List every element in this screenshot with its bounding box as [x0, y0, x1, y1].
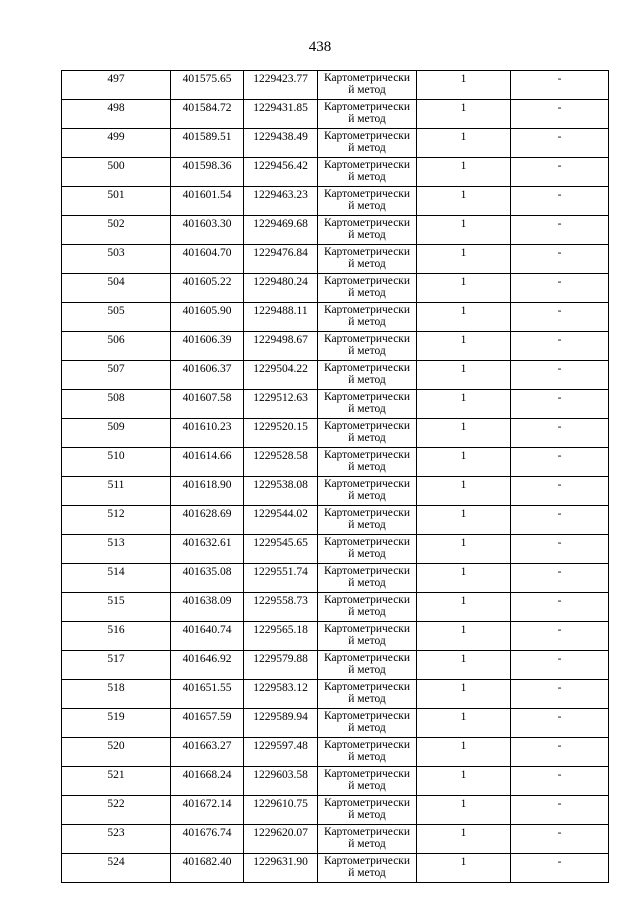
- method-text-line-2: й метод: [348, 867, 386, 879]
- method-text-line-1: Картометрически: [323, 333, 411, 345]
- accuracy-cell: 1: [417, 506, 511, 535]
- method-text-line-2: й метод: [348, 519, 386, 531]
- description-cell: -: [511, 419, 609, 448]
- x-coordinate-cell: 401676.74: [171, 825, 244, 854]
- y-coordinate-cell: 1229545.65: [244, 535, 318, 564]
- table-row: [62, 506, 609, 535]
- accuracy-cell: 1: [417, 100, 511, 129]
- method-cell: [318, 245, 417, 274]
- table-row: [62, 216, 609, 245]
- table-row: [62, 593, 609, 622]
- accuracy-cell: 1: [417, 535, 511, 564]
- accuracy-cell: 1: [417, 767, 511, 796]
- x-coordinate-cell: 401632.61: [171, 535, 244, 564]
- method-text-line-1: Картометрически: [323, 391, 411, 403]
- table-row: [62, 245, 609, 274]
- method-text-line-1: Картометрически: [323, 159, 411, 171]
- method-cell: [318, 680, 417, 709]
- method-text-line-1: Картометрически: [323, 565, 411, 577]
- x-coordinate-cell: 401575.65: [171, 71, 244, 100]
- coordinates-table-body: [62, 71, 609, 883]
- method-text-line-2: й метод: [348, 229, 386, 241]
- point-number-cell: 522: [62, 796, 171, 825]
- accuracy-cell: 1: [417, 593, 511, 622]
- table-row: [62, 796, 609, 825]
- description-cell: -: [511, 158, 609, 187]
- x-coordinate-cell: 401606.39: [171, 332, 244, 361]
- y-coordinate-cell: 1229589.94: [244, 709, 318, 738]
- method-cell: [318, 448, 417, 477]
- accuracy-cell: 1: [417, 419, 511, 448]
- accuracy-cell: 1: [417, 854, 511, 883]
- y-coordinate-cell: 1229488.11: [244, 303, 318, 332]
- accuracy-cell: 1: [417, 564, 511, 593]
- table-row: [62, 448, 609, 477]
- table-row: [62, 535, 609, 564]
- method-cell: [318, 71, 417, 100]
- description-cell: -: [511, 506, 609, 535]
- point-number-cell: 498: [62, 100, 171, 129]
- table-row: [62, 390, 609, 419]
- x-coordinate-cell: 401618.90: [171, 477, 244, 506]
- accuracy-cell: 1: [417, 303, 511, 332]
- description-cell: -: [511, 738, 609, 767]
- y-coordinate-cell: 1229620.07: [244, 825, 318, 854]
- table-row: [62, 564, 609, 593]
- x-coordinate-cell: 401598.36: [171, 158, 244, 187]
- x-coordinate-cell: 401672.14: [171, 796, 244, 825]
- table-row: [62, 477, 609, 506]
- method-cell: [318, 593, 417, 622]
- description-cell: -: [511, 854, 609, 883]
- method-cell: [318, 361, 417, 390]
- point-number-cell: 520: [62, 738, 171, 767]
- table-row: [62, 680, 609, 709]
- description-cell: -: [511, 71, 609, 100]
- method-text-line-2: й метод: [348, 142, 386, 154]
- method-cell: [318, 651, 417, 680]
- x-coordinate-cell: 401589.51: [171, 129, 244, 158]
- description-cell: -: [511, 709, 609, 738]
- method-text-line-2: й метод: [348, 664, 386, 676]
- method-text-line-2: й метод: [348, 403, 386, 415]
- x-coordinate-cell: 401610.23: [171, 419, 244, 448]
- accuracy-cell: 1: [417, 825, 511, 854]
- accuracy-cell: 1: [417, 129, 511, 158]
- method-text-line-2: й метод: [348, 693, 386, 705]
- x-coordinate-cell: 401607.58: [171, 390, 244, 419]
- x-coordinate-cell: 401640.74: [171, 622, 244, 651]
- method-cell: [318, 158, 417, 187]
- x-coordinate-cell: 401605.22: [171, 274, 244, 303]
- method-cell: [318, 564, 417, 593]
- x-coordinate-cell: 401603.30: [171, 216, 244, 245]
- method-cell: [318, 477, 417, 506]
- method-text-line-1: Картометрически: [323, 768, 411, 780]
- method-text-line-1: Картометрически: [323, 739, 411, 751]
- x-coordinate-cell: 401657.59: [171, 709, 244, 738]
- method-text-line-2: й метод: [348, 374, 386, 386]
- point-number-cell: 504: [62, 274, 171, 303]
- y-coordinate-cell: 1229538.08: [244, 477, 318, 506]
- point-number-cell: 499: [62, 129, 171, 158]
- x-coordinate-cell: 401638.09: [171, 593, 244, 622]
- method-text-line-1: Картометрически: [323, 594, 411, 606]
- description-cell: -: [511, 680, 609, 709]
- x-coordinate-cell: 401646.92: [171, 651, 244, 680]
- method-text-line-2: й метод: [348, 345, 386, 357]
- point-number-cell: 506: [62, 332, 171, 361]
- description-cell: -: [511, 303, 609, 332]
- method-cell: [318, 825, 417, 854]
- y-coordinate-cell: 1229456.42: [244, 158, 318, 187]
- x-coordinate-cell: 401601.54: [171, 187, 244, 216]
- description-cell: -: [511, 390, 609, 419]
- method-cell: [318, 506, 417, 535]
- method-text-line-1: Картометрически: [323, 710, 411, 722]
- method-text-line-1: Картометрически: [323, 275, 411, 287]
- method-cell: [318, 796, 417, 825]
- method-text-line-1: Картометрически: [323, 652, 411, 664]
- x-coordinate-cell: 401605.90: [171, 303, 244, 332]
- point-number-cell: 510: [62, 448, 171, 477]
- point-number-cell: 517: [62, 651, 171, 680]
- description-cell: -: [511, 245, 609, 274]
- table-row: [62, 738, 609, 767]
- description-cell: -: [511, 100, 609, 129]
- y-coordinate-cell: 1229631.90: [244, 854, 318, 883]
- y-coordinate-cell: 1229583.12: [244, 680, 318, 709]
- table-row: [62, 100, 609, 129]
- y-coordinate-cell: 1229504.22: [244, 361, 318, 390]
- method-text-line-1: Картометрически: [323, 826, 411, 838]
- point-number-cell: 523: [62, 825, 171, 854]
- accuracy-cell: 1: [417, 622, 511, 651]
- method-cell: [318, 332, 417, 361]
- method-cell: [318, 419, 417, 448]
- method-text-line-2: й метод: [348, 809, 386, 821]
- description-cell: -: [511, 332, 609, 361]
- point-number-cell: 505: [62, 303, 171, 332]
- coordinates-table: [61, 70, 609, 883]
- method-text-line-1: Картометрически: [323, 72, 411, 84]
- accuracy-cell: 1: [417, 361, 511, 390]
- method-text-line-1: Картометрически: [323, 101, 411, 113]
- method-text-line-1: Картометрически: [323, 188, 411, 200]
- x-coordinate-cell: 401628.69: [171, 506, 244, 535]
- method-cell: [318, 187, 417, 216]
- accuracy-cell: 1: [417, 738, 511, 767]
- y-coordinate-cell: 1229610.75: [244, 796, 318, 825]
- description-cell: -: [511, 361, 609, 390]
- method-text-line-2: й метод: [348, 577, 386, 589]
- method-text-line-2: й метод: [348, 606, 386, 618]
- description-cell: -: [511, 477, 609, 506]
- method-text-line-1: Картометрически: [323, 420, 411, 432]
- accuracy-cell: 1: [417, 245, 511, 274]
- table-row: [62, 158, 609, 187]
- x-coordinate-cell: 401604.70: [171, 245, 244, 274]
- accuracy-cell: 1: [417, 448, 511, 477]
- method-cell: [318, 535, 417, 564]
- table-row: [62, 767, 609, 796]
- method-text-line-2: й метод: [348, 84, 386, 96]
- description-cell: -: [511, 187, 609, 216]
- method-cell: [318, 129, 417, 158]
- y-coordinate-cell: 1229469.68: [244, 216, 318, 245]
- point-number-cell: 500: [62, 158, 171, 187]
- y-coordinate-cell: 1229565.18: [244, 622, 318, 651]
- point-number-cell: 524: [62, 854, 171, 883]
- method-text-line-2: й метод: [348, 722, 386, 734]
- y-coordinate-cell: 1229597.48: [244, 738, 318, 767]
- point-number-cell: 503: [62, 245, 171, 274]
- y-coordinate-cell: 1229476.84: [244, 245, 318, 274]
- method-text-line-1: Картометрически: [323, 478, 411, 490]
- method-cell: [318, 767, 417, 796]
- y-coordinate-cell: 1229579.88: [244, 651, 318, 680]
- description-cell: -: [511, 448, 609, 477]
- accuracy-cell: 1: [417, 709, 511, 738]
- y-coordinate-cell: 1229498.67: [244, 332, 318, 361]
- description-cell: -: [511, 593, 609, 622]
- method-text-line-1: Картометрически: [323, 217, 411, 229]
- point-number-cell: 516: [62, 622, 171, 651]
- accuracy-cell: 1: [417, 390, 511, 419]
- point-number-cell: 507: [62, 361, 171, 390]
- accuracy-cell: 1: [417, 71, 511, 100]
- method-text-line-2: й метод: [348, 171, 386, 183]
- table-row: [62, 274, 609, 303]
- accuracy-cell: 1: [417, 216, 511, 245]
- method-text-line-1: Картометрически: [323, 536, 411, 548]
- table-row: [62, 129, 609, 158]
- method-text-line-2: й метод: [348, 432, 386, 444]
- accuracy-cell: 1: [417, 680, 511, 709]
- y-coordinate-cell: 1229528.58: [244, 448, 318, 477]
- description-cell: -: [511, 796, 609, 825]
- description-cell: -: [511, 564, 609, 593]
- description-cell: -: [511, 622, 609, 651]
- table-row: [62, 419, 609, 448]
- description-cell: -: [511, 651, 609, 680]
- point-number-cell: 501: [62, 187, 171, 216]
- table-row: [62, 825, 609, 854]
- description-cell: -: [511, 767, 609, 796]
- x-coordinate-cell: 401663.27: [171, 738, 244, 767]
- table-row: [62, 854, 609, 883]
- method-text-line-1: Картометрически: [323, 507, 411, 519]
- method-text-line-1: Картометрически: [323, 623, 411, 635]
- accuracy-cell: 1: [417, 332, 511, 361]
- method-text-line-1: Картометрически: [323, 362, 411, 374]
- x-coordinate-cell: 401651.55: [171, 680, 244, 709]
- point-number-cell: 509: [62, 419, 171, 448]
- y-coordinate-cell: 1229544.02: [244, 506, 318, 535]
- table-row: [62, 303, 609, 332]
- table-row: [62, 332, 609, 361]
- accuracy-cell: 1: [417, 651, 511, 680]
- point-number-cell: 508: [62, 390, 171, 419]
- table-row: [62, 622, 609, 651]
- table-row: [62, 71, 609, 100]
- method-text-line-1: Картометрически: [323, 681, 411, 693]
- method-text-line-2: й метод: [348, 751, 386, 763]
- method-text-line-1: Картометрически: [323, 130, 411, 142]
- x-coordinate-cell: 401614.66: [171, 448, 244, 477]
- y-coordinate-cell: 1229480.24: [244, 274, 318, 303]
- y-coordinate-cell: 1229431.85: [244, 100, 318, 129]
- table-row: [62, 709, 609, 738]
- method-cell: [318, 854, 417, 883]
- method-text-line-2: й метод: [348, 200, 386, 212]
- method-text-line-2: й метод: [348, 461, 386, 473]
- method-cell: [318, 709, 417, 738]
- x-coordinate-cell: 401606.37: [171, 361, 244, 390]
- method-text-line-1: Картометрически: [323, 855, 411, 867]
- method-text-line-2: й метод: [348, 316, 386, 328]
- x-coordinate-cell: 401584.72: [171, 100, 244, 129]
- description-cell: -: [511, 129, 609, 158]
- point-number-cell: 519: [62, 709, 171, 738]
- point-number-cell: 511: [62, 477, 171, 506]
- accuracy-cell: 1: [417, 477, 511, 506]
- point-number-cell: 502: [62, 216, 171, 245]
- point-number-cell: 518: [62, 680, 171, 709]
- description-cell: -: [511, 825, 609, 854]
- method-text-line-2: й метод: [348, 258, 386, 270]
- method-cell: [318, 738, 417, 767]
- y-coordinate-cell: 1229520.15: [244, 419, 318, 448]
- method-cell: [318, 303, 417, 332]
- description-cell: -: [511, 216, 609, 245]
- method-text-line-1: Картометрически: [323, 449, 411, 461]
- point-number-cell: 514: [62, 564, 171, 593]
- method-text-line-2: й метод: [348, 548, 386, 560]
- method-text-line-2: й метод: [348, 113, 386, 125]
- method-text-line-1: Картометрически: [323, 246, 411, 258]
- y-coordinate-cell: 1229463.23: [244, 187, 318, 216]
- x-coordinate-cell: 401635.08: [171, 564, 244, 593]
- method-text-line-2: й метод: [348, 780, 386, 792]
- table-row: [62, 361, 609, 390]
- accuracy-cell: 1: [417, 274, 511, 303]
- point-number-cell: 513: [62, 535, 171, 564]
- accuracy-cell: 1: [417, 796, 511, 825]
- method-cell: [318, 100, 417, 129]
- y-coordinate-cell: 1229512.63: [244, 390, 318, 419]
- description-cell: -: [511, 535, 609, 564]
- x-coordinate-cell: 401682.40: [171, 854, 244, 883]
- y-coordinate-cell: 1229558.73: [244, 593, 318, 622]
- method-text-line-2: й метод: [348, 635, 386, 647]
- method-text-line-1: Картометрически: [323, 797, 411, 809]
- method-text-line-1: Картометрически: [323, 304, 411, 316]
- accuracy-cell: 1: [417, 158, 511, 187]
- y-coordinate-cell: 1229423.77: [244, 71, 318, 100]
- method-text-line-2: й метод: [348, 838, 386, 850]
- method-cell: [318, 390, 417, 419]
- page-number: 438: [308, 39, 332, 55]
- point-number-cell: 515: [62, 593, 171, 622]
- method-text-line-2: й метод: [348, 490, 386, 502]
- description-cell: -: [511, 274, 609, 303]
- y-coordinate-cell: 1229551.74: [244, 564, 318, 593]
- y-coordinate-cell: 1229438.49: [244, 129, 318, 158]
- table-row: [62, 187, 609, 216]
- y-coordinate-cell: 1229603.58: [244, 767, 318, 796]
- point-number-cell: 512: [62, 506, 171, 535]
- table-row: [62, 651, 609, 680]
- method-text-line-2: й метод: [348, 287, 386, 299]
- point-number-cell: 497: [62, 71, 171, 100]
- method-cell: [318, 274, 417, 303]
- method-cell: [318, 216, 417, 245]
- point-number-cell: 521: [62, 767, 171, 796]
- method-cell: [318, 622, 417, 651]
- accuracy-cell: 1: [417, 187, 511, 216]
- x-coordinate-cell: 401668.24: [171, 767, 244, 796]
